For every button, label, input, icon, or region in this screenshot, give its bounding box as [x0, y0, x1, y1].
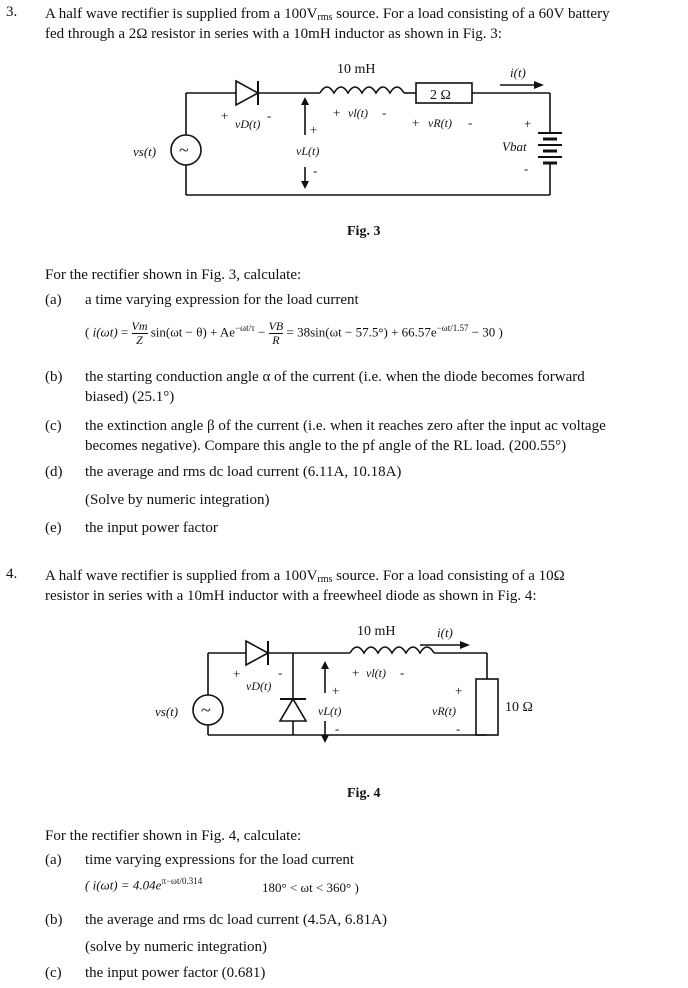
fig3-vL-arrow-down [301, 181, 309, 189]
fig3-diode [236, 81, 258, 105]
q4-eq-lhs: ( i(ωt) = 4.04e [85, 877, 162, 893]
q3-statement-line2: fed through a 2Ω resistor in series with a 10mH inductor as shown in Fig. 3: [45, 26, 502, 42]
q3-line1-sub: rms [317, 12, 333, 23]
q3-part-c-text: the extinction angle β of the current (i.e. when it reaches zero after the input ac voltage [85, 418, 606, 434]
q3-part-c-label: (c) [45, 418, 62, 434]
q3-eq-eq2: = 38sin(ωt − 57.5°) + 66.57e [286, 324, 437, 340]
q3-eq-exp2: −ωt/1.57 [436, 323, 469, 334]
fig3-current-label: i(t) [510, 65, 526, 80]
q4-equation [85, 876, 202, 893]
fig3-vbat-minus: - [524, 161, 529, 176]
q3-intro: For the rectifier shown in Fig. 3, calculate: [45, 267, 302, 283]
fig4-vl-minus: - [400, 665, 405, 680]
q3-part-a-text: a time varying expression for the load current [85, 292, 359, 308]
fig4-vL-arrow-up [321, 661, 329, 669]
fig3-vR-minus: - [468, 115, 473, 130]
fig4-vD-minus: - [278, 665, 283, 680]
q3-part-b-text2: biased) (25.1°) [85, 389, 175, 405]
fig4-vL-minus: - [335, 721, 340, 736]
fig4-resistor-label: 10 Ω [505, 700, 533, 715]
q3-eq-minus: − [257, 324, 269, 340]
fig3-inductor-label: 10 mH [337, 62, 376, 77]
q3-part-d-text: the average and rms dc load current (6.11A, 10.18A) [85, 464, 402, 480]
q3-eq-z: Z [136, 333, 143, 347]
q4-part-c-text: the input power factor (0.681) [85, 965, 266, 981]
fig4-vD-label: vD(t) [246, 679, 272, 693]
fig3-vR-plus: + [412, 115, 420, 130]
fig3-vL-arrow-up [301, 97, 309, 105]
q3-eq-open: ( [85, 324, 90, 340]
q3-part-d-text2: (Solve by numeric integration) [85, 492, 270, 508]
fig3-vD-minus: - [267, 108, 272, 123]
fig4-vD-plus: + [233, 666, 241, 681]
fig3-vl-plus: + [333, 105, 341, 120]
fig4-current-arrowhead [460, 641, 470, 649]
q3-eq-lhs: i(ωt) [92, 324, 118, 340]
fig4-vl-plus: + [352, 665, 360, 680]
q3-line1-text: A half wave rectifier is supplied from a 100V [45, 6, 318, 22]
fig3-vD-label: vD(t) [235, 117, 261, 131]
fig3-vs-label: vs(t) [133, 144, 157, 159]
fig4-current-label: i(t) [437, 625, 453, 640]
q3-eq-vb: VB [268, 319, 284, 333]
q3-part-d-label: (d) [45, 464, 63, 480]
q3-eq-sin: sin(ωt − θ) + Ae [150, 324, 236, 340]
q3-equation [85, 320, 503, 347]
q3-part-a-label: (a) [45, 292, 62, 308]
q3-part-b-text: the starting conduction angle α of the current (i.e. when the diode becomes forward [85, 369, 585, 385]
fig4-vR-plus: + [455, 683, 463, 698]
fig3-vL-minus: - [313, 163, 318, 178]
q3-part-b-label: (b) [45, 369, 63, 385]
fig4-vl-label: vl(t) [366, 666, 386, 680]
fig3-vR-label: vR(t) [428, 116, 452, 130]
q3-number: 3. [6, 4, 18, 20]
fig4-vL-label: vL(t) [318, 704, 342, 718]
q4-eq-exp: π−ωt/0.314 [161, 876, 203, 886]
q3-eq-exp: −ωt/τ [235, 323, 255, 334]
fig3-vbat-plus: + [524, 116, 532, 131]
fig3-circuit [0, 55, 688, 245]
fig3-vL-label: vL(t) [296, 144, 320, 158]
fig3-vD-plus: + [221, 108, 229, 123]
q3-eq-vm: Vm [131, 319, 148, 333]
q4-intro: For the rectifier shown in Fig. 4, calculate: [45, 828, 302, 844]
fig4-caption: Fig. 4 [347, 786, 381, 801]
fig4-freewheel-diode [280, 699, 306, 721]
q3-eq-r: R [272, 333, 280, 347]
fig3-tilde: ~ [179, 140, 189, 160]
q4-part-b-text: the average and rms dc load current (4.5A, 6.81A) [85, 912, 387, 928]
q4-line1-end: source. For a load consisting of a 10Ω [332, 568, 565, 584]
q4-line1-sub: rms [317, 574, 333, 585]
fig3-battery [538, 133, 562, 163]
fig3-resistor-label: 2 Ω [430, 88, 451, 103]
fig4-vL-plus: + [332, 683, 340, 698]
q3-part-c-text2: becomes negative). Compare this angle to the pf angle of the RL load. (200.55°) [85, 438, 567, 454]
fig4-vL-arrow-down [321, 735, 329, 743]
q3-line1-end: source. For a load consisting of a 60V battery [332, 6, 610, 22]
fig3-vL-plus: + [310, 122, 318, 137]
q4-eq-range: 180° < ωt < 360° ) [262, 880, 359, 895]
fig3-caption: Fig. 3 [347, 224, 381, 239]
q4-line1-text: A half wave rectifier is supplied from a 100V [45, 568, 318, 584]
q4-part-a-text: time varying expressions for the load current [85, 852, 355, 868]
q4-statement-line2: resistor in series with a 10mH inductor with a freewheel diode as shown in Fig. 4: [45, 588, 537, 604]
fig4-tilde: ~ [201, 700, 211, 720]
q3-eq-eq: = [120, 324, 129, 340]
fig3-current-arrowhead [534, 81, 544, 89]
q4-part-a-label: (a) [45, 852, 62, 868]
fig4-vR-minus: - [456, 721, 461, 736]
q4-part-c-label: (c) [45, 965, 62, 981]
q3-part-e-label: (e) [45, 520, 62, 536]
q4-part-b-label: (b) [45, 912, 63, 928]
fig3-vbat-label: Vbat [502, 139, 527, 154]
q4-part-b-text2: (solve by numeric integration) [85, 939, 268, 955]
fig4-circuit [0, 615, 688, 805]
q4-number: 4. [6, 566, 18, 582]
fig4-vs-label: vs(t) [155, 704, 179, 719]
q3-part-e-text: the input power factor [85, 520, 218, 536]
fig4-series-diode [246, 641, 268, 665]
q3-eq-tail: − 30 ) [468, 324, 503, 340]
fig3-vl-minus: - [382, 105, 387, 120]
fig4-vR-label: vR(t) [432, 704, 456, 718]
fig3-vl-label: vl(t) [348, 106, 368, 120]
fig4-inductor-label: 10 mH [357, 624, 396, 639]
